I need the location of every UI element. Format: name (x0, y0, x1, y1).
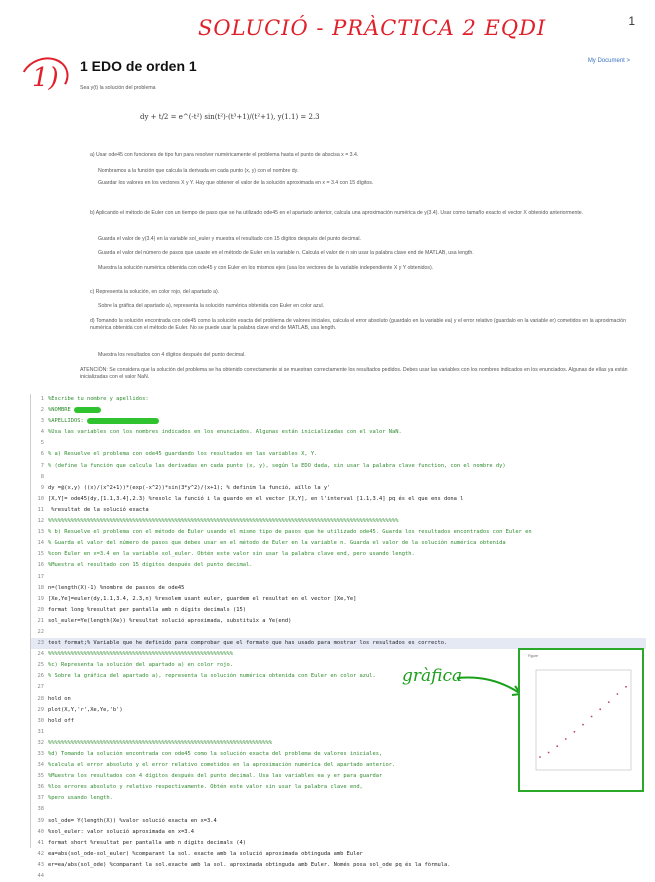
code-line[interactable] (31, 416, 646, 427)
paragraph-b-2: Guarda el valor de y(3.4) en la variable sol_euler y muestra el resultado con 15 dígitos después del punto decimal. (98, 236, 361, 242)
code-text: format long %resultat per pantalla amb n dígits decimals (15) (48, 606, 246, 613)
line-number: 43 (37, 861, 44, 868)
plot-figure-title: Figure (528, 654, 538, 658)
paragraph-a-3: Guardar los valores en los vectores X y Y. Hay que obtener el valor de la solución aproximada en x = 3.4 con 15 dígitos. (98, 180, 374, 186)
line-number: 3 (40, 418, 44, 425)
paragraph-a-2: Nombramos a la función que calcula la derivada en cada punto (x, y) con el nombre dy. (98, 168, 299, 174)
line-number: 34 (37, 762, 44, 769)
code-line[interactable] (31, 560, 646, 571)
code-line[interactable] (31, 605, 646, 616)
code-text: hold on (48, 695, 71, 702)
line-number: 32 (37, 739, 44, 746)
line-number: 8 (40, 473, 44, 480)
line-number: 37 (37, 795, 44, 802)
code-line[interactable] (31, 827, 646, 838)
plot-point (617, 693, 619, 695)
line-number: 35 (37, 773, 44, 780)
paragraph-d-1: d) Tomando la solución encontrada con ode45 como la solución exacta del problema de valores iniciales, calcula el error absoluto (guardalo en la variable ea) y el error relativo (guardalo en la variable er) cometidos en la aproximación numérica obtenida con el método de Euler. No se puede usar la palabra clave end de MATLAB, usa length. (90, 318, 626, 331)
code-text: sol_ode= Y(length(X)) %valor solució exacta en x=3.4 (48, 817, 217, 824)
code-text: %NOMBRE (48, 407, 74, 414)
code-text: plot(X,Y,'r',Xe,Ye,'b') (48, 706, 123, 713)
line-number: 4 (40, 429, 44, 436)
code-text: sol_euler=Ye(length(Xe)) %resultat solució aproximada, substituïx a Ye(end) (48, 617, 292, 624)
line-number: 25 (37, 662, 44, 669)
paragraph-c-1: c) Representa la solución, en color rojo, del apartado a). (90, 289, 220, 295)
code-text: test format;% Variable que he definido para comprobar que el formato que has usado para mostrar los resultados es correcto. (48, 640, 448, 647)
code-text: % Guarda el valor del número de pasos que debes usar en el método de Euler en la variable n. Guarda el valor de la solución numérica obtenida (48, 540, 506, 547)
line-number: 24 (37, 651, 44, 658)
code-text: [Xe,Ye]=euler(dy,1.1,3.4, 2.3,n) %resolem usant euler, guardem el resultat en el vector [Xe,Ye] (48, 595, 357, 602)
paragraph-c-2: Sobre la gráfica del apartado a), representa la solución numérica obtenida con Euler en color azul. (98, 303, 325, 309)
code-text: %Escribe tu nombre y apellidos: (48, 396, 149, 402)
code-text: % a) Resuelve el problema con ode45 guardando los resultados en las variables X, Y. (48, 451, 318, 458)
code-line[interactable] (31, 449, 646, 460)
line-number: 36 (37, 784, 44, 791)
paragraph-a-1: a) Usar ode45 con funciones de tipo fun para resolver numéricamente el problema hasta el punto de abscisa x = 3.4. (90, 152, 359, 158)
code-line[interactable] (31, 849, 646, 860)
my-document-link[interactable]: My Document > (587, 58, 630, 64)
code-line[interactable] (31, 483, 646, 494)
line-number: 14 (37, 540, 44, 547)
line-number: 17 (37, 573, 44, 580)
line-number: 12 (37, 518, 44, 525)
code-line[interactable] (31, 838, 646, 849)
line-number: 5 (40, 440, 44, 447)
code-text: %d) Tomando la solución encontrada con ode45 como la solución exacta del problema de valores iniciales, (48, 751, 383, 757)
line-number: 29 (37, 706, 44, 713)
line-number: 7 (40, 462, 44, 469)
code-line[interactable] (31, 472, 646, 483)
line-number: 15 (37, 551, 44, 558)
line-number: 13 (37, 529, 44, 536)
handwritten-title: SOLUCIÓ - PRÀCTICA 2 EQDI (198, 16, 547, 40)
code-line[interactable] (31, 583, 646, 594)
redaction-highlight: xxxxxxx (75, 407, 99, 414)
code-text: %resultat de la solució exacta (48, 506, 149, 513)
plot-point (582, 724, 584, 726)
paragraph-b-1: b) Aplicando el método de Euler con un tiempo de paso que se ha utilizado ode45 en el apartado anterior, calcula una aproximación numérica de y(3.4). Usar como tamaño exacto el vector X obtenido anteriormente. (90, 210, 584, 216)
line-number: 38 (37, 806, 44, 813)
code-line[interactable] (31, 793, 646, 804)
code-line[interactable] (31, 527, 646, 538)
line-number: 1 (40, 396, 44, 402)
section-title: 1 EDO de orden 1 (80, 58, 197, 74)
code-text: format short %resultat per pantalla amb n dígits decimals (4) (48, 839, 246, 846)
code-text: % (define la función que calcula las derivadas en cada punto (x, y), según la EDO dada, sin usar la palabra clave function, con el nombre dy) (48, 462, 506, 469)
code-text: %Muestra los resultados con 4 dígitos después del punto decimal. Usa las variables ea y er para guardar (48, 773, 383, 780)
redaction-highlight: xxxxxxxxxxxxxxxxxxxxx (88, 418, 158, 425)
plot-point (591, 716, 593, 718)
paragraph-d-2: Muestra los resultados con 4 dígitos después del punto decimal. (98, 352, 246, 358)
line-number: 30 (37, 717, 44, 724)
code-line[interactable] (31, 627, 646, 638)
code-line[interactable] (31, 860, 646, 871)
line-number: 18 (37, 584, 44, 591)
code-line[interactable] (31, 505, 646, 516)
code-text: dy =@(x,y) ((x)/(x^2+1))*(exp(-x^2))*sin(3*y^2)/(x+1); % definim la funció, aïllo la y' (48, 484, 331, 491)
line-number: 10 (37, 495, 44, 502)
code-text: hold off (48, 717, 74, 724)
code-line[interactable] (31, 538, 646, 549)
line-number: 19 (37, 595, 44, 602)
code-text: %con Euler en x=3.4 en la variable sol_euler. Obtén este valor sin usar la palabra clave end, pero usando length. (48, 551, 415, 558)
plot-axes (526, 662, 636, 782)
code-text: %Usa las variables con los nombres indicados en los enunciados. Algunas están inicializadas con el valor NaN. (48, 429, 402, 436)
code-text: %%%%%%%%%%%%%%%%%%%%%%%%%%%%%%%%%%%%%%%%%%%%%%%%%%%%%%%%% (48, 651, 233, 658)
line-number: 23 (37, 640, 44, 647)
code-text: %APELLIDOS: (48, 418, 87, 425)
plot-point (574, 731, 576, 733)
handwritten-section-number: 1) (32, 63, 59, 93)
code-text: %calcula el error absoluto y el error relativo cometidos en la aproximación numérica del apartado anterior. (48, 762, 396, 769)
code-line[interactable] (31, 394, 646, 405)
code-line[interactable] (31, 549, 646, 560)
code-line[interactable] (31, 516, 646, 527)
code-line[interactable] (31, 616, 646, 627)
line-number: 42 (37, 850, 44, 857)
paragraph-b-3: Guarda el valor del número de pasos que usaste en el método de Euler en la variable n. Calcula el valor de n sin usar la palabra clave end de MATLAB, usa length. (98, 250, 474, 256)
line-number: 31 (37, 728, 44, 735)
line-number: 2 (40, 407, 44, 414)
plot-point (556, 745, 558, 747)
line-number: 20 (37, 606, 44, 613)
code-text: %c) Representa la solución del apartado a) en color rojo. (48, 662, 233, 669)
code-text: %pero usando length. (48, 795, 113, 802)
code-line[interactable] (31, 871, 646, 882)
line-number: 11 (37, 506, 44, 513)
problem-equation: dy + t/2 = e^(-t²) sin(t²)·(t³+1)/(t²+1), y(1.1) = 2.3 (140, 113, 320, 121)
code-text: %%%%%%%%%%%%%%%%%%%%%%%%%%%%%%%%%%%%%%%%%%%%%%%%%%%%%%%%%%%%%%%%%%%%% (48, 739, 272, 746)
code-line[interactable] (31, 804, 646, 815)
line-number: 6 (40, 451, 44, 458)
attention-note: ATENCIÓN: Se considera que la solución del problema se ha obtenido correctamente si se muestran correctamente los resultados pedidos. Debes usar las variables con los nombres indicados en los enunciados. Algunas de ellas ya están inicializadas con el valor NaN. (80, 367, 628, 380)
line-number: 16 (37, 562, 44, 569)
code-text: %los errores absoluto y relativo respectivamente. Obtén este valor sin usar la palabra clave end, (48, 784, 363, 791)
line-number: 27 (37, 684, 44, 691)
handwritten-grafica-label: gràfica (402, 666, 463, 686)
code-text: %sol_euler: valor solució aproximada en x=3.4 (48, 828, 195, 835)
code-line[interactable] (31, 405, 646, 416)
code-text: %Muestra el resultado con 15 dígitos después del punto decimal. (48, 562, 253, 569)
line-number: 40 (37, 828, 44, 835)
code-text: ea=abs(sol_ode-sol_euler) %comparant la sol. exacte amb la solució aproximada obtinguda amb Euler (48, 850, 363, 857)
line-number: 21 (37, 617, 44, 624)
code-text: % Sobre la gráfica del apartado a), representa la solución numérica obtenida con Euler en color azul. (48, 673, 376, 680)
line-number: 33 (37, 751, 44, 757)
line-number: 26 (37, 673, 44, 680)
code-line[interactable] (31, 427, 646, 438)
code-line[interactable] (31, 594, 646, 605)
code-text: er=ea/abs(sol_ode) %comparant la sol.exacte amb la sol. aproximada obtinguda amb Euler. Només posa sol_ode pq és la fòrmula. (48, 861, 451, 868)
line-number: 44 (37, 873, 44, 880)
code-text: %%%%%%%%%%%%%%%%%%%%%%%%%%%%%%%%%%%%%%%%%%%%%%%%%%%%%%%%%%%%%%%%%%%%%%%%%%%%%%%%%%%%%%%%%%%%%%%%%%%%%%%%%%%% (48, 518, 399, 525)
code-text: [X,Y]= ode45(dy,[1.1,3.4],2.3) %resolc la funció i la guardo en el vector [X,Y], en l'interval [1.1,3.4] pq és el que ens dona l (48, 495, 464, 502)
line-number: 41 (37, 839, 44, 846)
plot-point (599, 708, 601, 710)
code-line[interactable] (31, 572, 646, 583)
page-number: 1 (628, 14, 635, 28)
line-number: 22 (37, 628, 44, 635)
code-line[interactable] (31, 494, 646, 505)
plot-point (565, 738, 567, 740)
plot-point (625, 686, 627, 688)
code-line[interactable] (31, 461, 646, 472)
intro-text: Sea y(t) la solución del problema (80, 85, 156, 91)
plot-point (548, 752, 550, 754)
line-number: 28 (37, 695, 44, 702)
code-text: n=(length(X)-1) %nombre de passos de ode45 (48, 584, 185, 591)
plot-point (539, 756, 541, 758)
code-text: % b) Resuelve el problema con el método de Euler usando el mismo tipo de pasos que he utilizado ode45. Guarda los resultados encontrados con Euler en (48, 529, 532, 536)
plot-point (608, 701, 610, 703)
handwritten-arrow (455, 672, 525, 702)
code-line[interactable] (31, 438, 646, 449)
code-line[interactable] (31, 816, 646, 827)
plot-figure (518, 648, 644, 792)
paragraph-b-4: Muestra la solución numérica obtenida con ode45 y con Euler en los mismos ejes (usa los vectores de la variable independiente X y Y obtenidos). (98, 265, 434, 271)
line-number: 9 (40, 484, 44, 491)
line-number: 39 (37, 817, 44, 824)
